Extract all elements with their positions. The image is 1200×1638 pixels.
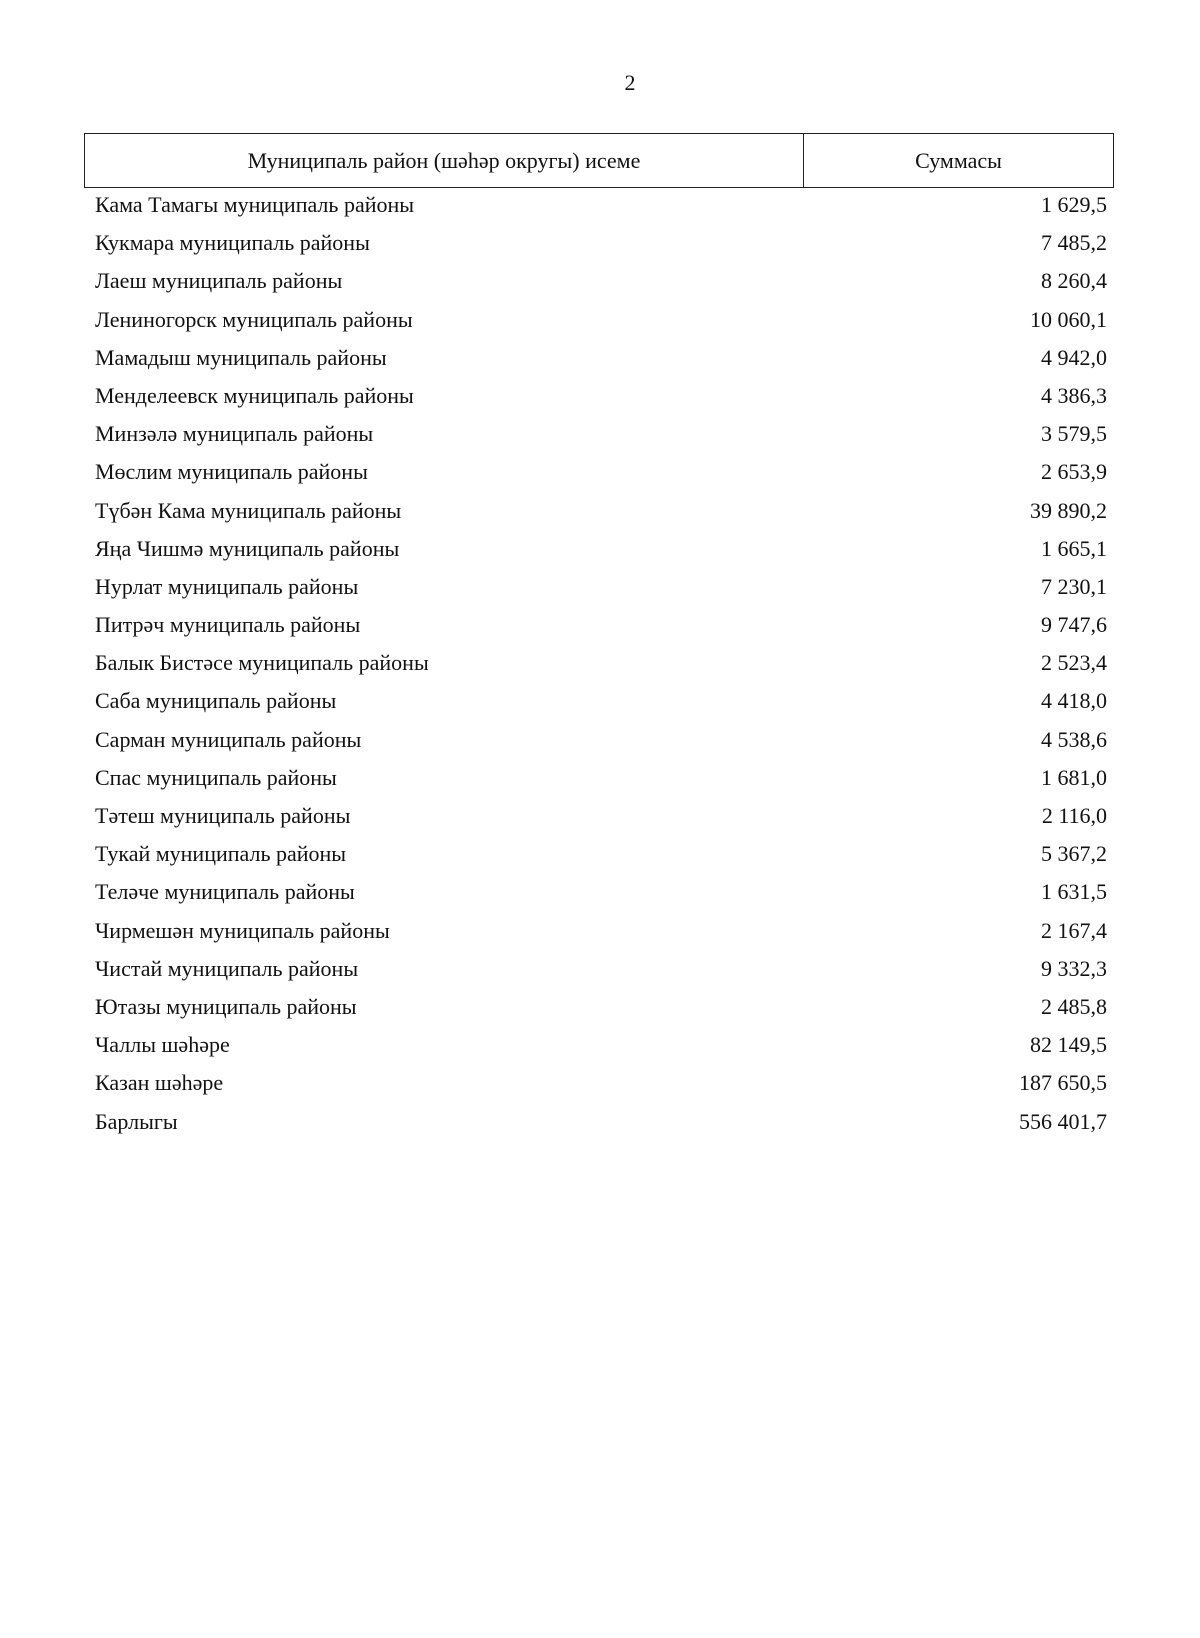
row-sum: 2 653,9 (1041, 459, 1107, 485)
row-name: Ютазы муниципаль районы (95, 993, 357, 1019)
row-sum: 9 332,3 (1041, 955, 1107, 981)
row-sum: 3 579,5 (1041, 421, 1107, 447)
row-name: Мамадыш муниципаль районы (95, 344, 387, 370)
row-sum: 1 629,5 (1041, 192, 1107, 217)
row-sum: 39 890,2 (1030, 497, 1107, 523)
row-name: Менделеевск муниципаль районы (95, 382, 414, 408)
row-sum: 556 401,7 (1019, 1108, 1107, 1134)
column-header-name: Муниципаль район (шәһәр округы) исеме (85, 134, 804, 187)
row-sum: 82 149,5 (1030, 1032, 1107, 1058)
table-row (95, 644, 1107, 682)
table-row (95, 988, 1107, 1026)
row-name: Спас муниципаль районы (95, 764, 337, 790)
row-sum: 1 631,5 (1041, 879, 1107, 905)
table-row (95, 950, 1107, 988)
table-body (95, 186, 1107, 1141)
table-row (95, 492, 1107, 530)
row-name: Балык Бистәсе муниципаль районы (95, 650, 429, 676)
row-name: Казан шәһәре (95, 1070, 224, 1096)
table-row (95, 682, 1107, 720)
row-sum: 1 681,0 (1041, 764, 1107, 790)
row-sum: 1 665,1 (1041, 535, 1107, 561)
row-sum: 5 367,2 (1041, 841, 1107, 867)
table-row (95, 1026, 1107, 1064)
row-name: Лениногорск муниципаль районы (95, 306, 413, 332)
row-name: Питрәч муниципаль районы (95, 612, 361, 638)
row-name: Яңа Чишмә муниципаль районы (95, 535, 400, 561)
row-sum: 7 485,2 (1041, 230, 1107, 256)
row-sum: 4 942,0 (1041, 344, 1107, 370)
table-row (95, 377, 1107, 415)
row-sum: 187 650,5 (1019, 1070, 1107, 1096)
row-sum: 8 260,4 (1041, 268, 1107, 294)
row-name: Теләче муниципаль районы (95, 879, 355, 905)
table-row (95, 759, 1107, 797)
table-row (95, 186, 1107, 224)
row-name: Кама Тамагы муниципаль районы (95, 192, 415, 217)
row-name: Тукай муниципаль районы (95, 841, 347, 867)
row-name: Чистай муниципаль районы (95, 955, 359, 981)
row-name: Түбән Кама муниципаль районы (95, 497, 402, 523)
row-name: Мөслим муниципаль районы (95, 459, 368, 485)
row-sum: 10 060,1 (1030, 306, 1107, 332)
table-row (95, 797, 1107, 835)
row-sum: 4 418,0 (1041, 688, 1107, 714)
table-row (95, 873, 1107, 911)
row-sum: 7 230,1 (1041, 573, 1107, 599)
table-row (95, 224, 1107, 262)
table-row (95, 1064, 1107, 1102)
row-name: Нурлат муниципаль районы (95, 573, 359, 599)
row-name: Сарман муниципаль районы (95, 726, 362, 752)
table-row (95, 453, 1107, 491)
table-row (95, 301, 1107, 339)
table-row (95, 835, 1107, 873)
row-name: Чаллы шәһәре (95, 1032, 230, 1058)
row-name: Минзәлә муниципаль районы (95, 421, 374, 447)
table-row (95, 530, 1107, 568)
table-row (95, 415, 1107, 453)
row-name: Тәтеш муниципаль районы (95, 803, 351, 828)
row-sum: 2 523,4 (1041, 650, 1107, 676)
row-name: Саба муниципаль районы (95, 688, 337, 714)
table-row (95, 912, 1107, 950)
table-row (95, 721, 1107, 759)
table-row (95, 606, 1107, 644)
row-name: Барлыгы (95, 1108, 178, 1134)
table-row (95, 568, 1107, 606)
row-sum: 2 116,0 (1041, 803, 1107, 828)
row-name: Лаеш муниципаль районы (95, 268, 343, 294)
row-sum: 2 167,4 (1041, 917, 1107, 943)
row-sum: 2 485,8 (1041, 993, 1107, 1019)
table-row (95, 262, 1107, 300)
row-name: Чирмешән муниципаль районы (95, 917, 390, 943)
row-sum: 4 538,6 (1041, 726, 1107, 752)
column-header-sum: Суммасы (915, 147, 1002, 173)
row-sum: 9 747,6 (1041, 612, 1107, 638)
table-row (95, 339, 1107, 377)
page-number: 2 (624, 70, 636, 95)
table-row (95, 1103, 1107, 1141)
table-header (84, 133, 1114, 188)
row-name: Кукмара муниципаль районы (95, 230, 370, 256)
row-sum: 4 386,3 (1041, 382, 1107, 408)
